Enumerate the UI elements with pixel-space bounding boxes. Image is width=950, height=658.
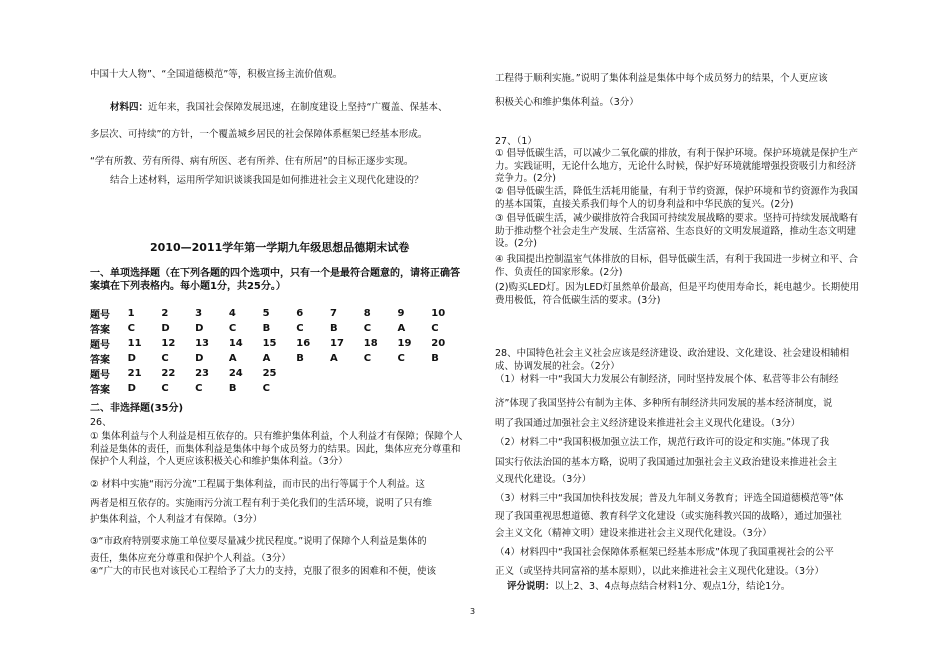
answer-table-cell	[398, 381, 432, 396]
answer-table-cell	[296, 366, 330, 381]
answer-table-cell: 5	[262, 308, 270, 319]
answer-table-cell: 15	[262, 338, 277, 349]
answer-table-row-label: 答案	[90, 355, 110, 366]
answer-table-cell: 6	[296, 308, 304, 319]
answer-table-cell: B	[296, 353, 304, 364]
answer-table-cell	[330, 366, 364, 381]
answer-table-cell: 8	[363, 308, 371, 319]
answer-table-cell: 12	[161, 338, 176, 349]
answer-table-cell: A	[262, 353, 271, 364]
answer-table-cell: B	[330, 323, 338, 334]
answer-26-4-line1: ④“广大的市民也对该民心工程给予了大力的支持，克服了很多的困难和不便，使该	[90, 566, 436, 577]
answer-26-2-line3: 护集体利益，个人利益才有保障。（3分）	[90, 514, 263, 525]
answer-table-cell: C	[431, 323, 439, 334]
answer-table-cell: 9	[397, 308, 405, 319]
answer-table-cell: A	[330, 353, 338, 364]
answer-table-cell: D	[127, 353, 136, 364]
answer-28-2-line2: 国实行依法治国的基本方略，说明了我国通过加强社会主义政治建设来推进社会主	[495, 457, 838, 468]
answer-27-part2: (2)购买LED灯。因为LED灯虽然单价最高，但是平均使用寿命长，耗电越少。长期使用费用极低，符合低碳生活的要求。(3分)	[495, 282, 860, 306]
answer-table-cell: B	[431, 353, 439, 364]
answer-26-1: ① 集体利益与个人利益是相互依存的。只有维护集体利益，个人利益才有保障；保障个人利益是集体的责任，而集体利益是集体中每个成员努力的结果。因此，集体应充分尊重和保护个人利益，个人更应该积极关心和维护集体利益。（3分）	[90, 431, 463, 467]
answer-26-2-line1: ② 材料中实施“雨污分流”工程属于集体利益，而市民的出行等属于个人利益。这	[90, 479, 425, 490]
answer-table-cell: 18	[363, 338, 378, 349]
material-four-line1: 材料四：近年来，我国社会保障发展迅速，在制度建设上坚持“广覆盖、保基本、	[110, 102, 448, 113]
answer-26-3-line2: 责任，集体应充分尊重和保护个人利益。（3分）	[90, 553, 291, 564]
answer-table-cell: 14	[228, 338, 243, 349]
answer-table-cell	[398, 366, 432, 381]
answer-table-cell: C	[127, 323, 135, 334]
answer-28-1-line3: 明了我国通过加强社会主义经济建设来推进社会主义现代化建设。（3分）	[495, 418, 801, 429]
answer-table-cell: 17	[330, 338, 344, 349]
answer-table-cell: 20	[431, 338, 446, 349]
answer-26-4-line2: 工程得于顺利实施。”说明了集体利益是集体中每个成员努力的结果，个人更应该	[495, 73, 828, 84]
answer-table-cell: 22	[161, 368, 176, 379]
answer-table-cell: D	[127, 383, 136, 394]
answer-table-cell: B	[228, 383, 237, 394]
answer-28-2-line3: 义现代化建设。（3分）	[495, 474, 592, 485]
answer-table-row	[90, 366, 465, 381]
answer-28-3-line2: 现了我国重视思想道德、教育科学文化建设（或实施科教兴国的战略），通过加强社	[495, 511, 842, 522]
answer-table-cell: 16	[296, 338, 311, 349]
answer-table-cell	[364, 366, 398, 381]
material-four-line3: “学有所教、劳有所得、病有所医、老有所养、住有所居”的目标正逐步实现。	[90, 156, 414, 167]
scoring-note: 评分说明：以上2、3、4点每点结合材料1分、观点1分，结论1分。	[507, 581, 791, 592]
answer-table-row-label: 答案	[90, 325, 110, 336]
answer-28-3-line3: 会主义文化（精神文明）建设来推进社会主义现代化建设。（3分）	[495, 528, 772, 539]
page-number: 3	[470, 607, 476, 616]
answer-28-intro: 28、中国特色社会主义社会应该是经济建设、政治建设、文化建设、社会建设相辅相成、协调发展的社会。（2分）	[495, 348, 850, 372]
answer-27-3: ③ 倡导低碳生活，减少碳排放符合我国可持续发展战略的要求。坚持可持续发展战略有助于推动整个社会走生产发展、生活富裕、生态良好的文明发展道路，推动生态文明建设。(2分)	[495, 213, 859, 249]
answer-28-3-line1: （3）材料三中“我国加快科技发展；普及九年制义务教育；评选全国道德模范等”体	[495, 493, 844, 504]
answer-table-cell: 11	[127, 338, 142, 349]
answer-table-cell	[330, 381, 364, 396]
answer-28-1-line2: 济”体现了我国坚持公有制为主体、多种所有制经济共同发展的基本经济制度，说	[495, 398, 833, 409]
answer-28-4-line1: （4）材料四中“我国社会保障体系框架已经基本形成”体现了我国重视社会的公平	[495, 547, 834, 558]
answer-table-cell: C	[161, 383, 169, 394]
answer-table-cell: 21	[127, 368, 142, 379]
answer-26-2-line2: 两者是相互依存的。实施雨污分流工程有利于美化我们的生活环境，说明了只有维	[90, 498, 433, 509]
answer-table-cell: 24	[228, 368, 243, 379]
answer-table-cell: C	[195, 383, 203, 394]
section-two-heading: 二、非选择题(35分)	[90, 403, 184, 414]
answer-table-cell: A	[228, 353, 237, 364]
answer-27-4: ④ 我国提出控制温室气体排放的目标，倡导低碳生活，有利于我国进一步树立和平、合作、负责任的国家形象。(2分)	[495, 254, 859, 278]
question-prompt: 结合上述材料，运用所学知识谈谈我国是如何推进社会主义现代化建设的？	[110, 175, 424, 186]
answer-table-row	[90, 381, 465, 396]
answer-table-cell: C	[363, 353, 372, 364]
answer-table-cell: 19	[397, 338, 412, 349]
answer-table-cell: 23	[195, 368, 210, 379]
answer-27-2: ② 倡导低碳生活，降低生活耗用能量，有利于节约资源，保护环境和节约资源作为我国的基本国策，直接关系我们每个人的切身利益和中华民族的复兴。(2分)	[495, 186, 859, 210]
answer-28-1-line1: （1）材料一中“我国大力发展公有制经济，同时坚持发展个体、私营等非公有制经	[495, 374, 839, 385]
answer-table-cell: D	[161, 323, 170, 334]
answer-table-cell	[364, 381, 398, 396]
answer-28-4-line2: 正义（或坚持共同富裕的基本原则），以此来推进社会主义现代化建设。（3分）	[495, 566, 825, 577]
answer-table-cell: C	[262, 383, 270, 394]
answer-table-cell: 2	[161, 308, 169, 319]
answer-table-cell: B	[262, 323, 271, 334]
answer-table-row	[90, 351, 465, 366]
exam-title: 2010—2011学年第一学期九年级思想品德期末试卷	[150, 241, 410, 254]
answer-table-cell: C	[161, 353, 169, 364]
material-four-line2: 多层次、可持续”的方针，一个覆盖城乡居民的社会保障体系框架已经基本形成。	[90, 129, 428, 140]
material-three-end: 中国十大人物”、“全国道德模范”等，积极宣扬主流价值观。	[90, 69, 343, 80]
answer-table-row	[90, 336, 465, 351]
answer-table-cell: 1	[127, 308, 135, 319]
answer-table-row-label: 答案	[90, 385, 110, 396]
answer-table-cell: 13	[195, 338, 210, 349]
answer-table-cell: C	[228, 323, 237, 334]
answer-table-cell: 3	[195, 308, 203, 319]
answer-table-row	[90, 321, 465, 336]
answer-table-cell	[431, 366, 465, 381]
answer-table-cell: 10	[431, 308, 446, 319]
answer-26-4-line3: 积极关心和维护集体利益。（3分）	[495, 97, 639, 108]
answer-28-2-line1: （2）材料二中“我国积极加强立法工作，规范行政许可的设定和实施。”体现了我	[495, 437, 830, 448]
answer-table-cell: 7	[330, 308, 337, 319]
answer-table-cell: A	[397, 323, 406, 334]
answer-table	[90, 306, 465, 396]
answer-table-row	[90, 306, 465, 321]
answer-table-cell: D	[195, 323, 204, 334]
answer-table-row-label: 题号	[90, 340, 110, 351]
answer-26-3-line1: ③“市政府特别要求施工单位要尽量减少扰民程度。”说明了保障个人利益是集体的	[90, 536, 427, 547]
answer-table-row-label: 题号	[90, 370, 110, 381]
answer-table-cell	[296, 381, 330, 396]
answer-table-cell: C	[397, 353, 405, 364]
section-one-heading: 一、单项选择题（在下列各题的四个选项中，只有一个是最符合题意的，请将正确答案填在下列表格内。每小题1分，共25分。）	[90, 268, 460, 292]
answer-table-cell: 25	[262, 368, 277, 379]
answer-table-cell: D	[195, 353, 204, 364]
answer-27-1: ① 倡导低碳生活，可以减少二氧化碳的排放，有利于保护环境。保护环境就是保护生产力。实践证明，无论什么地方，无论什么时候，保护好环境就能增强投资吸引力和经济竞争力。(2分)	[495, 148, 859, 184]
answer-table-cell: C	[296, 323, 304, 334]
question-27-number: 27、（1）	[495, 136, 537, 147]
answer-table-row-label: 题号	[90, 310, 110, 321]
question-26-number: 26、	[90, 417, 112, 428]
answer-table-cell	[431, 381, 465, 396]
answer-table-cell: C	[363, 323, 372, 334]
answer-table-cell: 4	[228, 308, 236, 319]
